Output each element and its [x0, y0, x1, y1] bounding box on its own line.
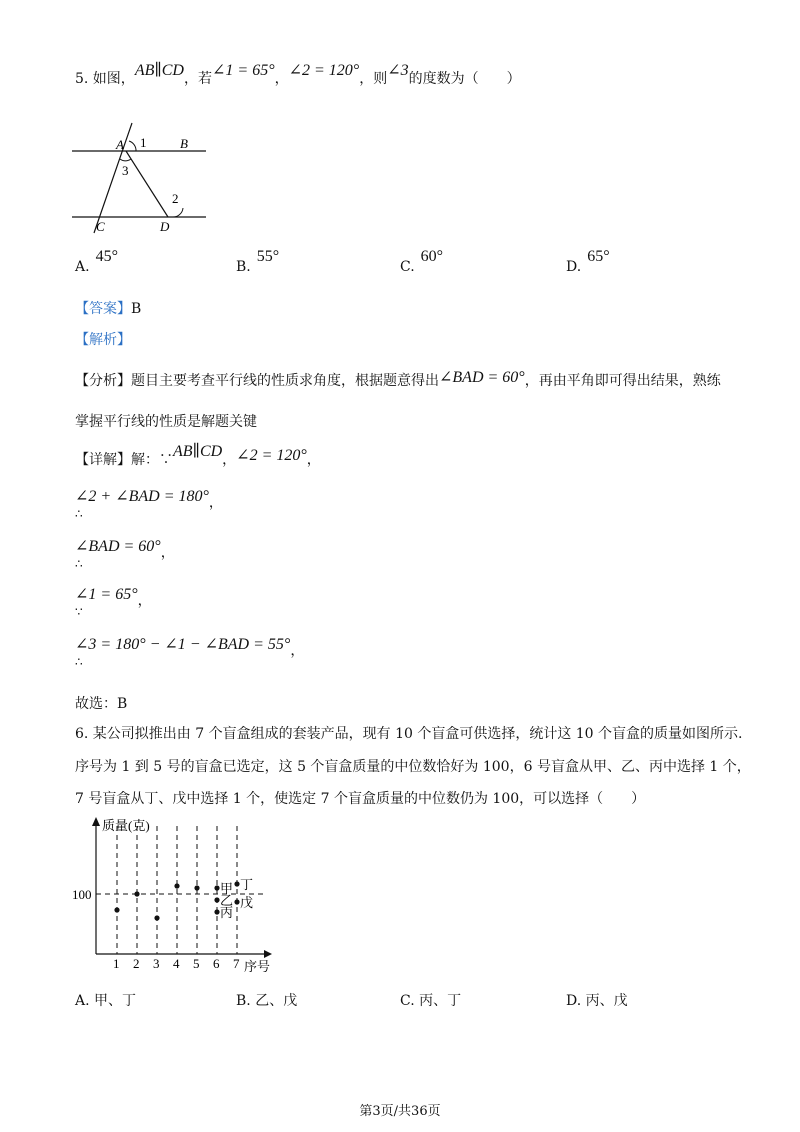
detail-math1: AB∥CD — [173, 443, 223, 460]
step-4 — [75, 636, 305, 660]
label-1: 1 — [140, 135, 147, 150]
q5-option-b-value: 55° — [256, 248, 280, 265]
angle-3-arc — [120, 159, 131, 161]
data-point-5 — [194, 885, 199, 890]
q6-option-b-letter: B. — [236, 993, 251, 1009]
q6-mass-chart — [66, 814, 286, 976]
q5-stem-if: ，若 — [183, 71, 212, 87]
q6-line2: 序号为 1 到 5 号的盲盒已选定，这 5 个盲盒质量的中位数恰好为 100，6 号盲盒从甲、乙、丙中选择 1 个， — [75, 759, 751, 775]
fenxi-math: ∠BAD = 60° — [439, 369, 525, 386]
step-1-math: ∠2 + ∠BAD = 180° — [75, 488, 209, 505]
q5-fenxi-line2: 掌握平行线的性质是解题关键 — [75, 414, 257, 430]
step-4-end: ， — [290, 643, 305, 659]
detail-text: 解：∵ — [131, 452, 173, 468]
q6-option-b-value: 乙、戊 — [255, 993, 298, 1009]
angle-1-arc — [129, 141, 136, 151]
q5-stem-ab-cd: AB∥CD — [134, 62, 184, 79]
q5-conclusion: 故选：B — [75, 696, 128, 712]
x-tick-label-7: 7 — [233, 956, 240, 971]
x-tick-label-4: 4 — [173, 956, 180, 971]
q5-detail — [75, 443, 321, 469]
step-1-end: ， — [208, 495, 223, 511]
answer-value: B — [131, 301, 142, 317]
step-3-symbol: ∵ — [75, 605, 83, 619]
data-point-8 — [214, 909, 219, 914]
x-axis-arrow — [264, 950, 272, 958]
label-b: B — [180, 136, 188, 151]
q6-option-a-letter: A. — [75, 993, 90, 1009]
q5-fenxi-line1 — [75, 370, 721, 390]
q6-option-b[interactable] — [236, 990, 297, 1010]
q5-option-c-letter: C. — [400, 259, 415, 275]
q6-option-a[interactable] — [75, 990, 136, 1010]
step-2 — [75, 538, 175, 562]
step-4-symbol: ∴ — [75, 655, 83, 669]
q6-line1: 6. 某公司拟推出由 7 个盲盒组成的套装产品，现有 10 个盲盒可供选择，统计这 10 个盲盒的质量如图所示. — [75, 726, 743, 742]
detail-tag: 【详解】 — [75, 452, 131, 468]
data-point-1 — [114, 907, 119, 912]
q5-stem-angle2: ∠2 = 120° — [288, 62, 360, 79]
q5-parallel-lines-figure — [66, 115, 216, 240]
q6-option-a-value: 甲、丁 — [94, 993, 137, 1009]
data-point-3 — [154, 915, 159, 920]
data-point-7 — [214, 897, 219, 902]
angle-2-arc — [172, 208, 183, 217]
reference-value-label: 100 — [72, 887, 92, 902]
step-3 — [75, 586, 152, 610]
data-point-2 — [134, 891, 139, 896]
step-2-end: ， — [160, 545, 175, 561]
label-a: A — [116, 137, 124, 152]
q5-option-a-letter: A. — [75, 259, 90, 275]
label-3: 3 — [122, 163, 129, 178]
q6-option-d-letter: D. — [566, 993, 582, 1009]
q5-option-d[interactable] — [566, 248, 610, 276]
data-point-label-10: 戊 — [240, 895, 254, 910]
q6-option-d[interactable] — [566, 990, 628, 1010]
q5-answer — [75, 298, 141, 318]
x-tick-label-3: 3 — [153, 956, 160, 971]
data-point-4 — [174, 883, 179, 888]
step-3-end: ， — [137, 593, 152, 609]
q5-option-c-value: 60° — [420, 248, 444, 265]
x-tick-label-6: 6 — [213, 956, 220, 971]
q5-option-c[interactable] — [400, 248, 444, 276]
data-point-label-9: 丁 — [240, 877, 254, 892]
detail-math2: ∠2 = 120° — [236, 447, 307, 464]
label-2: 2 — [172, 191, 179, 206]
q6-option-c-value: 丙、丁 — [419, 993, 462, 1009]
detail-sep: ， — [222, 452, 237, 468]
analysis-tag: 【解析】 — [75, 332, 131, 348]
data-point-label-6: 甲 — [220, 881, 234, 896]
page-footer: 第3页/共36页 — [359, 1104, 441, 1119]
q5-option-b[interactable] — [236, 248, 280, 276]
x-tick-label-5: 5 — [193, 956, 200, 971]
step-2-symbol: ∴ — [75, 557, 83, 571]
data-point-label-8: 丙 — [220, 905, 234, 920]
fenxi-text1: 题目主要考查平行线的性质求角度，根据题意得出 — [131, 373, 439, 389]
q5-stem-prefix: 5. 如图， — [75, 71, 135, 87]
fenxi-text2: ，再由平角即可得出结果，熟练 — [524, 373, 721, 389]
answer-tag: 【答案】 — [75, 301, 131, 317]
q5-stem-angle3: ∠3 — [387, 62, 409, 79]
q5-option-d-value: 65° — [587, 248, 610, 265]
step-1 — [75, 488, 223, 512]
data-point-10 — [234, 899, 239, 904]
q6-line3: 7 号盲盒从丁、戊中选择 1 个，使选定 7 个盲盒质量的中位数仍为 100，可以选择（ ） — [75, 791, 646, 807]
q6-option-d-value: 丙、戊 — [585, 993, 628, 1009]
q6-option-c[interactable] — [400, 990, 461, 1010]
line-ad — [126, 151, 168, 217]
x-tick-label-1: 1 — [113, 956, 120, 971]
label-d: D — [160, 219, 170, 234]
step-4-math: ∠3 = 180° − ∠1 − ∠BAD = 55° — [75, 636, 291, 653]
step-3-math: ∠1 = 65° — [75, 586, 138, 603]
y-axis-label: 质量(克) — [102, 818, 150, 833]
q5-stem-suffix: 的度数为（ ） — [408, 71, 521, 87]
q5-stem-angle1: ∠1 = 65° — [211, 62, 275, 79]
detail-end: ， — [306, 452, 321, 468]
label-c: C — [96, 219, 105, 234]
data-point-9 — [234, 881, 239, 886]
q5-option-d-letter: D. — [566, 259, 582, 275]
q5-stem-then: ，则 — [359, 71, 388, 87]
q5-stem — [75, 62, 521, 88]
data-point-label-7: 乙 — [220, 893, 234, 908]
x-axis-label: 序号 — [244, 959, 271, 974]
x-tick-label-2: 2 — [133, 956, 140, 971]
q5-option-a-value: 45° — [95, 248, 118, 265]
q5-option-b-letter: B. — [236, 259, 251, 275]
step-2-math: ∠BAD = 60° — [75, 538, 161, 555]
chart-marks — [96, 826, 266, 971]
q6-option-c-letter: C. — [400, 993, 415, 1009]
q5-stem-comma: ， — [274, 71, 289, 87]
fenxi-tag: 【分析】 — [75, 373, 131, 389]
y-axis-arrow — [92, 817, 100, 826]
step-1-symbol: ∴ — [75, 507, 83, 521]
q5-option-a[interactable] — [75, 248, 118, 276]
data-point-6 — [214, 885, 219, 890]
